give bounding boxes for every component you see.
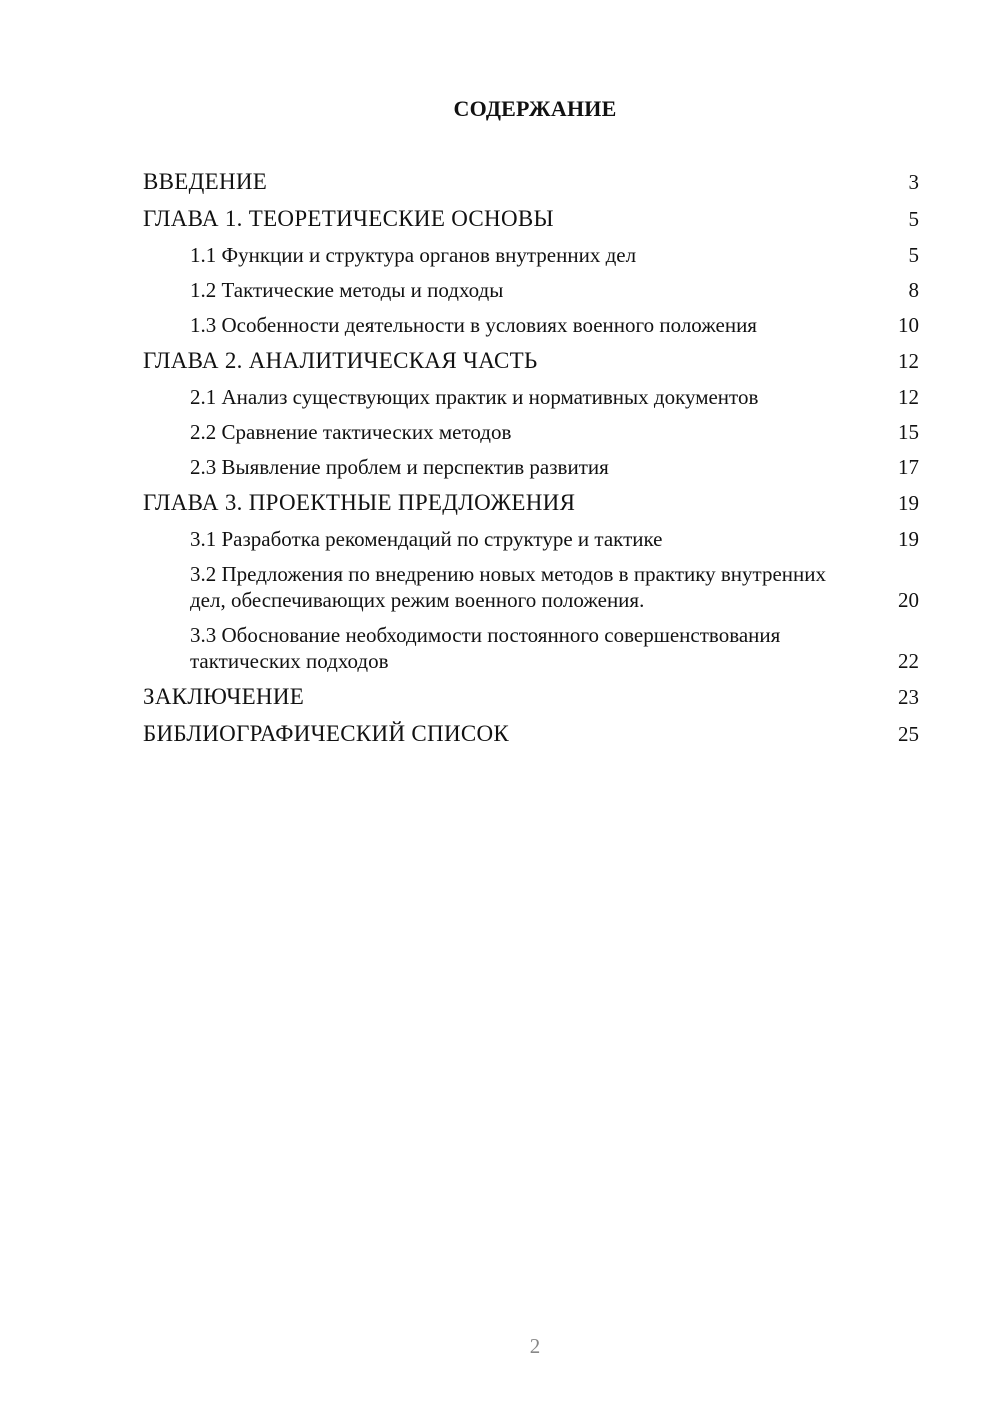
toc-entry-page: 12 [898, 349, 919, 373]
toc-entry-title: 2.3 Выявление проблем и перспектив развития [190, 455, 609, 479]
toc-entry-title: 1.2 Тактические методы и подходы [190, 278, 504, 302]
toc-entry-page: 22 [898, 649, 919, 673]
toc-entry-page: 8 [908, 278, 919, 302]
toc-entry-page: 3 [908, 170, 919, 194]
page-number: 2 [529, 1334, 541, 1358]
toc-entry-page: 12 [898, 385, 919, 409]
toc-entry-page: 5 [908, 207, 919, 231]
toc-entry-section-2-1[interactable] [143, 384, 919, 410]
toc-entry-section-2-3[interactable] [143, 454, 919, 480]
toc-entry-title: ГЛАВА 2. АНАЛИТИЧЕСКАЯ ЧАСТЬ [143, 348, 538, 373]
toc-entry-title: 1.3 Особенности деятельности в условиях военного положения [190, 313, 757, 337]
toc-entry-section-1-3[interactable] [143, 312, 919, 338]
toc-entry-title: ГЛАВА 1. ТЕОРЕТИЧЕСКИЕ ОСНОВЫ [143, 206, 554, 231]
toc-entry-title: ЗАКЛЮЧЕНИЕ [143, 684, 305, 709]
toc-entry-title: 3.1 Разработка рекомендаций по структуре и тактике [190, 527, 663, 551]
toc-entry-title: 2.2 Сравнение тактических методов [190, 420, 512, 444]
toc-entry-title: ГЛАВА 3. ПРОЕКТНЫЕ ПРЕДЛОЖЕНИЯ [143, 490, 576, 515]
table-of-contents [143, 168, 919, 757]
toc-entry-page: 15 [898, 420, 919, 444]
toc-entry-title: 3.2 Предложения по внедрению новых методов в практику внутренних дел, обеспечивающих режим военного положения. [190, 562, 827, 612]
toc-entry-section-1-2[interactable] [143, 277, 919, 303]
toc-entry-section-3-3[interactable] [143, 622, 919, 674]
page-title: СОДЕРЖАНИЕ [453, 96, 617, 121]
toc-entry-introduction[interactable] [143, 168, 919, 196]
toc-entry-page: 25 [898, 722, 919, 746]
toc-entry-chapter-2[interactable] [143, 347, 919, 375]
toc-entry-title: 3.3 Обоснование необходимости постоянного совершенствования тактических подходов [190, 623, 781, 673]
toc-entry-section-1-1[interactable] [143, 242, 919, 268]
toc-entry-page: 19 [898, 527, 919, 551]
toc-entry-title: БИБЛИОГРАФИЧЕСКИЙ СПИСОК [143, 721, 510, 746]
toc-entry-title: 1.1 Функции и структура органов внутренних дел [190, 243, 637, 267]
toc-entry-chapter-3[interactable] [143, 489, 919, 517]
toc-entry-section-2-2[interactable] [143, 419, 919, 445]
toc-entry-title: ВВЕДЕНИЕ [143, 169, 268, 194]
toc-entry-page: 5 [908, 243, 919, 267]
toc-entry-page: 19 [898, 491, 919, 515]
toc-entry-page: 20 [898, 588, 919, 612]
toc-entry-section-3-1[interactable] [143, 526, 919, 552]
toc-entry-page: 10 [898, 313, 919, 337]
toc-entry-conclusion[interactable] [143, 683, 919, 711]
toc-entry-title: 2.1 Анализ существующих практик и нормативных документов [190, 385, 759, 409]
toc-entry-page: 17 [898, 455, 919, 479]
toc-entry-page: 23 [898, 685, 919, 709]
toc-entry-chapter-1[interactable] [143, 205, 919, 233]
toc-entry-section-3-2[interactable] [143, 561, 919, 613]
toc-entry-bibliography[interactable] [143, 720, 919, 748]
